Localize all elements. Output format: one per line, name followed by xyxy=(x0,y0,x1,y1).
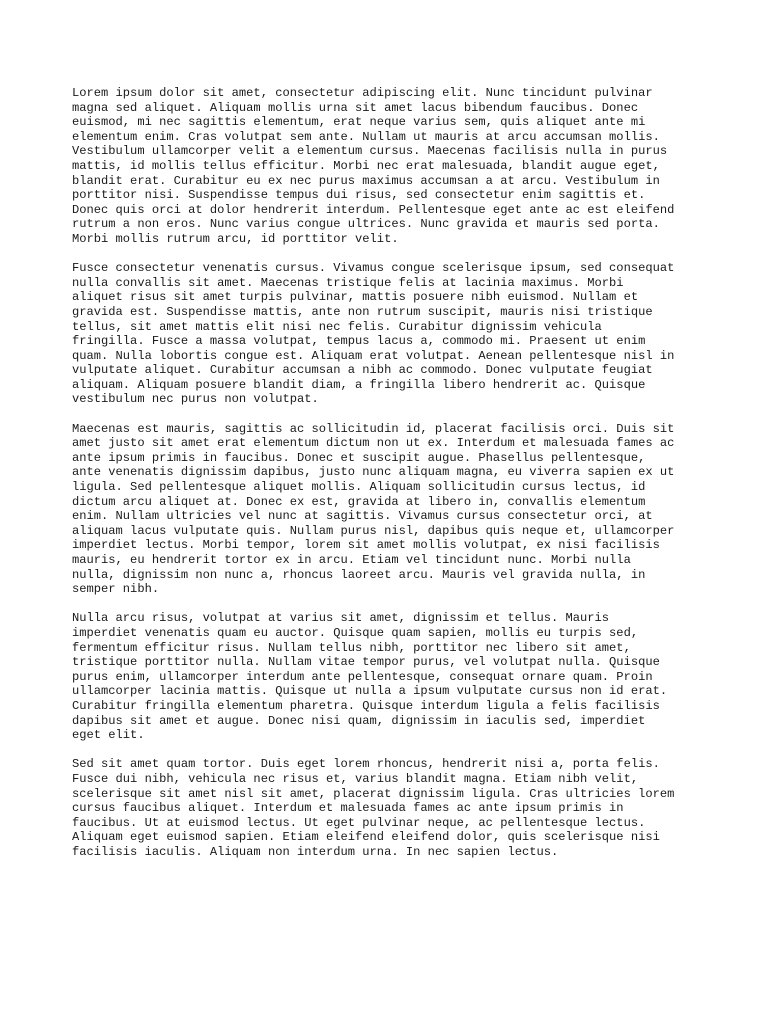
paragraph: Sed sit amet quam tortor. Duis eget lorem rhoncus, hendrerit nisi a, porta felis. Fusce dui nibh, vehicula nec risus et, varius blandit magna. Etiam nibh velit, scelerisque sit amet nisl sit amet, placerat dignissim ligula. Cras ultricies lorem cursus faucibus aliquet. Interdum et malesuada fames ac ante ipsum primis in faucibus. Ut at euismod lectus. Ut eget pulvinar neque, ac pellentesque lectus. Aliquam eget euismod sapien. Etiam eleifend eleifend dolor, quis scelerisque nisi facilisis iaculis. Aliquam non interdum urna. In nec sapien lectus. xyxy=(72,757,675,859)
paragraph: Nulla arcu risus, volutpat at varius sit amet, dignissim et tellus. Mauris imperdiet venenatis quam eu auctor. Quisque quam sapien, mollis eu turpis sed, fermentum efficitur risus. Nullam tellus nibh, porttitor nec libero sit amet, tristique porttitor nulla. Nullam vitae tempor purus, vel volutpat nulla. Quisque purus enim, ullamcorper interdum ante pellentesque, consequat ornare quam. Proin ullamcorper lacinia mattis. Quisque ut nulla a ipsum vulputate cursus non id erat. Curabitur fringilla elementum pharetra. Quisque interdum ligula a felis facilisis dapibus sit amet et augue. Donec nisi quam, dignissim in iaculis sed, imperdiet eget elit. xyxy=(72,611,668,743)
paragraph: Maecenas est mauris, sagittis ac sollicitudin id, placerat facilisis orci. Duis sit amet justo sit amet erat elementum dictum non ut ex. Interdum et malesuada fames ac ante ipsum primis in faucibus. Donec et suscipit augue. Phasellus pellentesque, ante venenatis dignissim dapibus, justo nunc aliquam magna, eu viverra sapien ex ut ligula. Sed pellentesque aliquet mollis. Aliquam sollicitudin cursus lectus, id dictum arcu aliquet at. Donec ex est, gravida at libero in, convallis elementum enim. Nullam ultricies vel nunc at sagittis. Vivamus cursus consectetur orci, at aliquam lacus vulputate quis. Nullam purus nisl, dapibus quis neque et, ullamcorper imperdiet lectus. Morbi tempor, lorem sit amet mollis volutpat, ex nisi facilisis mauris, eu hendrerit tortor ex in arcu. Etiam vel tincidunt nunc. Morbi nulla nulla, dignissim non nunc a, rhoncus laoreet arcu. Mauris vel gravida nulla, in semper nibh. xyxy=(72,421,675,597)
paragraph: Fusce consectetur venenatis cursus. Vivamus congue scelerisque ipsum, sed consequat nulla convallis sit amet. Maecenas tristique felis at lacinia maximus. Morbi aliquet risus sit amet turpis pulvinar, mattis posuere nibh euismod. Nullam et gravida est. Suspendisse mattis, ante non rutrum suscipit, mauris nisi tristique tellus, sit amet mattis elit nisi nec felis. Curabitur dignissim vehicula fringilla. Fusce a massa volutpat, tempus lacus a, commodo mi. Praesent ut enim quam. Nulla lobortis congue est. Aliquam erat volutpat. Aenean pellentesque nisl in vulputate aliquet. Curabitur accumsan a nibh ac commodo. Donec vulputate feugiat aliquam. Aliquam posuere blandit diam, a fringilla libero hendrerit ac. Quisque vestibulum nec purus non volutpat. xyxy=(72,261,675,407)
paragraph: Lorem ipsum dolor sit amet, consectetur adipiscing elit. Nunc tincidunt pulvinar magna sed aliquet. Aliquam mollis urna sit amet lacus bibendum faucibus. Donec euismod, mi nec sagittis elementum, erat neque varius sem, quis aliquet ante mi elementum enim. Cras volutpat sem ante. Nullam ut mauris at arcu accumsan mollis. Vestibulum ullamcorper velit a elementum cursus. Maecenas facilisis nulla in purus mattis, id mollis tellus efficitur. Morbi nec erat malesuada, blandit augue eget, blandit erat. Curabitur eu ex nec purus maximus accumsan a at arcu. Vestibulum in porttitor nisi. Suspendisse tempus dui risus, sed consectetur enim sagittis et. Donec quis orci at dolor hendrerit interdum. Pellentesque eget ante ac est eleifend rutrum a non eros. Nunc varius congue ultrices. Nunc gravida et mauris sed porta. Morbi mollis rutrum arcu, id porttitor velit. xyxy=(72,86,675,246)
